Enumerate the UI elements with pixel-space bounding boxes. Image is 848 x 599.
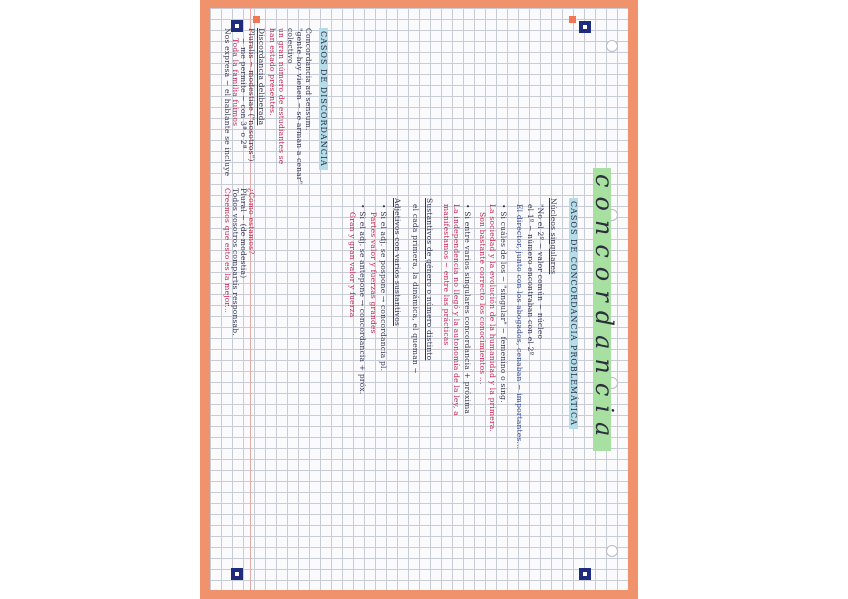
rotated-notes <box>210 8 628 590</box>
note-line: • Si cuáles de los ~ "singular" ~ femenino o sing. <box>499 204 508 403</box>
note-line: el 1º ~ número encontraban con el 2º <box>526 204 535 356</box>
note-line: Pluralis ~ modestiae ("nosotros") <box>247 28 256 162</box>
note-line: Nos expresa ~ el hablante se incluye <box>223 28 232 177</box>
note-line: Todos vosotros compartís responsab. <box>231 188 240 336</box>
note-line: "No el 2º ~ valor común ~ núcleo <box>536 204 545 340</box>
note-line: Toda la familia fuimos <box>231 38 240 127</box>
page-title: concordancia <box>590 168 618 451</box>
note-line: Gran y gran valor y fuerza <box>348 212 357 318</box>
note-line: Son bastante correcto los conocimientos ... <box>478 212 487 385</box>
note-line: Concordancia ad sensum. <box>304 28 313 131</box>
note-line: La independencia no llegó y la autonomía de la ley, a <box>452 204 461 416</box>
note-line: un gran número de estudiantes se <box>277 28 286 165</box>
note-line: • Si el adj. se pospone → concordancia pl. <box>379 204 388 372</box>
note-line: ¿Cómo estamos? <box>247 188 256 255</box>
subheading: Sustantivos de género o número distinto <box>425 198 434 361</box>
note-line: El director, junto con los abogados, cenaban ~ importantes... <box>515 204 524 450</box>
section-heading: CASOS DE CONCORDANCIA PROBLEMÁTICA <box>569 198 578 429</box>
subheading: Núcleos singulares <box>549 198 558 275</box>
note-line: el cada primera, la dinámica, el queman ~ <box>411 204 420 374</box>
note-line: "gente hoy vienen ~ se arman a cenar" <box>295 28 304 185</box>
note-line: manifestamos ~ entre las prácticas <box>442 204 451 346</box>
note-line: • Si entre varios singulares concordancia + próxima <box>463 204 472 415</box>
note-line: La sociedad y la evolución de la humanidad y la primera. <box>488 204 497 432</box>
note-line: Creemos que esto es la mejor... <box>223 188 232 314</box>
section-heading: CASOS DE DISCORDANCIA <box>319 28 328 170</box>
note-line: ~ me permite ~ con 3ª o 2ª <box>239 38 248 149</box>
subheading: Adjetivos con varios sustantivos <box>393 198 402 327</box>
notes-content <box>210 8 628 590</box>
note-line: Plural ~ (de modestia) <box>239 188 248 279</box>
note-line: han estado presentes. <box>268 28 277 116</box>
note-line: colectivo <box>286 28 295 64</box>
note-line: Partes valor y fuerzas grandes <box>369 212 378 334</box>
note-line: Discordancia deliberada <box>257 28 266 126</box>
note-line: • Si el adj. se antepone → concordancia + próx. <box>358 204 367 395</box>
